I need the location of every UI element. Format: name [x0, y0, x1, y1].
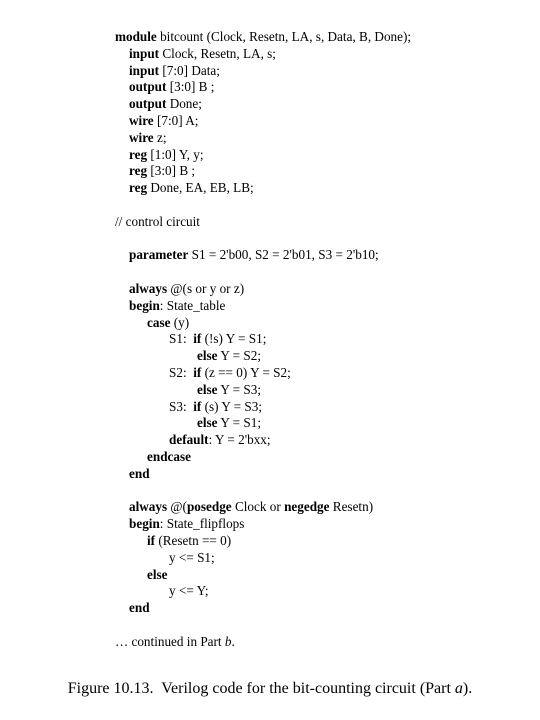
code-line [115, 617, 411, 634]
code-line: if (Resetn == 0) [147, 532, 232, 548]
code-line: y <= Y; [169, 583, 209, 599]
code-line: else [147, 566, 168, 582]
code-line: end [129, 600, 150, 616]
code-line: S1: if (!s) Y = S1; [169, 331, 267, 347]
code-line: case (y) [147, 314, 190, 330]
code-line: always @(posedge Clock or negedge Resetn) [129, 499, 374, 515]
code-line: begin: State_flipflops [129, 516, 245, 532]
code-line: wire [7:0] A; [129, 112, 199, 128]
code-line: module bitcount (Clock, Resetn, LA, s, Data, B, Done); [115, 29, 412, 44]
code-line: reg [3:0] B ; [129, 163, 196, 179]
code-line: default: Y = 2'bxx; [169, 432, 271, 448]
code-line: else Y = S3; [197, 381, 262, 397]
code-line: output [3:0] B ; [129, 79, 215, 95]
code-line: else Y = S2; [197, 348, 262, 364]
code-line: input Clock, Resetn, LA, s; [129, 45, 276, 61]
code-line [115, 483, 411, 500]
code-line: S2: if (z == 0) Y = S2; [169, 364, 291, 380]
code-line [115, 197, 411, 214]
code-line [115, 231, 411, 248]
code-line: endcase [147, 448, 191, 464]
figure-caption: Figure 10.13. Verilog code for the bit-counting circuit (Part a). [67, 680, 473, 697]
code-line: wire z; [129, 129, 167, 145]
code-line: else Y = S1; [197, 415, 262, 431]
code-line: begin: State_table [129, 297, 226, 313]
code-line [115, 264, 411, 281]
code-line: output Done; [129, 96, 202, 112]
code-line: reg [1:0] Y, y; [129, 146, 204, 162]
code-line: reg Done, EA, EB, LB; [129, 180, 254, 196]
code-line: // control circuit [115, 213, 200, 229]
code-line: always @(s or y or z) [129, 280, 245, 296]
code-line: y <= S1; [169, 549, 215, 565]
code-line: S3: if (s) Y = S3; [169, 398, 262, 414]
verilog-code-block [115, 29, 411, 650]
code-line: … continued in Part b. [115, 633, 235, 649]
code-line: input [7:0] Data; [129, 62, 220, 78]
code-line: end [129, 465, 150, 481]
code-line: parameter S1 = 2'b00, S2 = 2'b01, S3 = 2'b10; [129, 247, 379, 263]
